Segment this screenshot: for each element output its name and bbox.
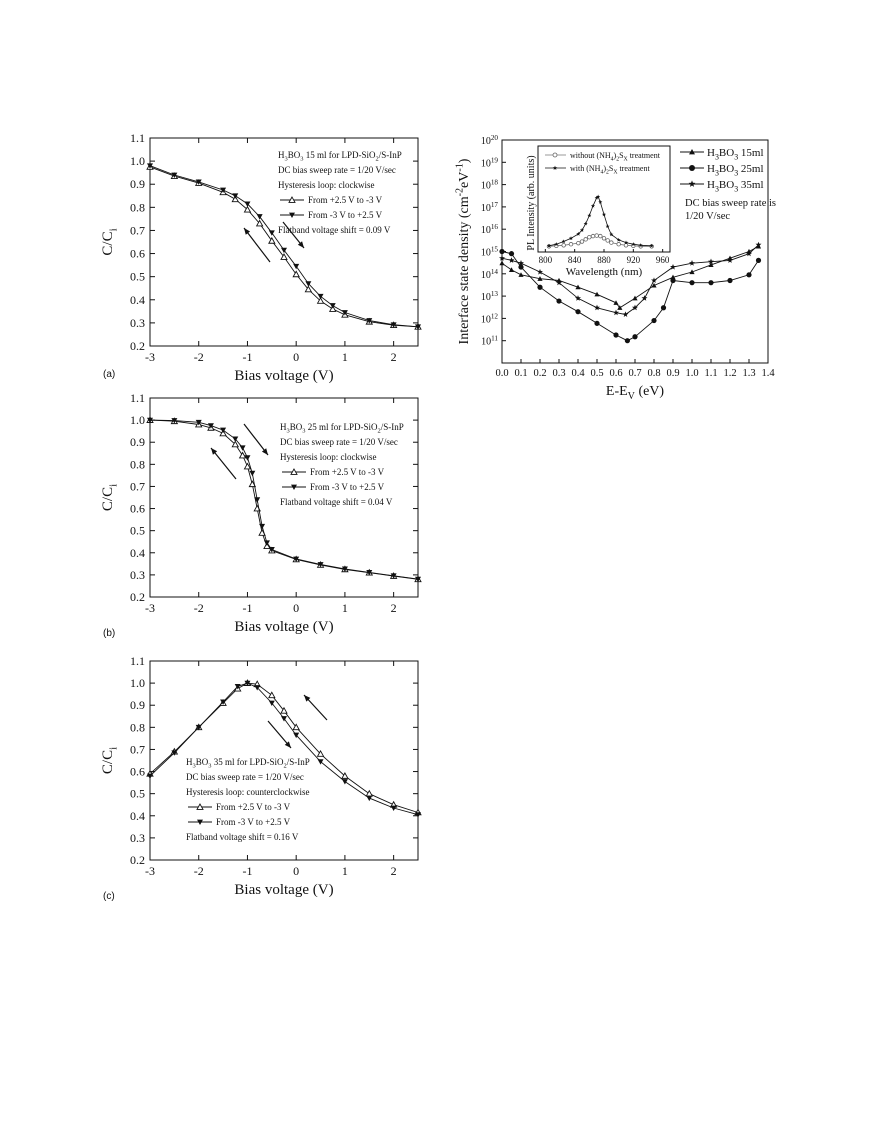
panel-label-a: (a) (103, 369, 116, 380)
data-point (259, 524, 265, 529)
data-point (727, 257, 733, 263)
x-tick-label: 0.7 (628, 368, 642, 379)
x-tick-label: 800 (538, 255, 553, 265)
data-point (569, 242, 573, 246)
data-point (606, 239, 610, 243)
data-point (591, 234, 595, 238)
y-tick-label: 1.1 (130, 131, 145, 145)
y-tick-label: 0.3 (130, 315, 145, 330)
annotation-text: DC bias sweep rate = 1/20 V/sec (280, 437, 398, 447)
y-tick-label: 0.6 (130, 246, 145, 261)
data-point (499, 249, 504, 254)
y-tick-label: 0.9 (130, 177, 145, 192)
annotation-text: Flatband voltage shift = 0.04 V (280, 497, 393, 507)
y-tick-label: 1.1 (130, 654, 145, 668)
y-axis-title: PL Intensity (arb. units) (526, 155, 537, 251)
legend-marker (689, 165, 695, 171)
data-point (240, 452, 246, 457)
y-tick-label: 0.5 (130, 269, 145, 284)
x-tick-label: 1.0 (685, 368, 699, 379)
y-tick-label: 0.3 (130, 567, 145, 582)
data-point (727, 278, 732, 283)
hysteresis-arrow (211, 448, 236, 479)
y-tick-label: 1.0 (130, 676, 145, 691)
x-tick-label: -1 (242, 864, 253, 878)
y-tick-label: 0.7 (130, 742, 145, 757)
legend-marker (553, 153, 557, 157)
y-tick-label: 0.3 (130, 830, 145, 845)
y-axis-title: $C/C_i$ (100, 746, 120, 775)
data-point (562, 244, 566, 248)
data-point (518, 272, 523, 277)
series-line (150, 167, 418, 327)
data-point (613, 300, 618, 305)
data-point (293, 264, 299, 269)
y-tick-label: 1.0 (130, 413, 145, 428)
data-point (580, 240, 584, 244)
legend-label: From -3 V to +2.5 V (310, 482, 385, 492)
data-point (537, 269, 543, 275)
data-point (689, 260, 695, 266)
x-tick-label: -2 (193, 864, 204, 878)
y-tick-label: 0.8 (130, 720, 145, 735)
legend-label: From +2.5 V to -3 V (310, 467, 385, 477)
data-point (293, 271, 299, 276)
x-tick-label: 0.5 (590, 368, 604, 379)
y-tick-label: 1.1 (130, 391, 145, 405)
data-point (594, 305, 600, 311)
x-tick-label: 1 (341, 350, 348, 364)
y-tick-label: 0.2 (130, 590, 145, 604)
pl-intensity-inset-chart (526, 146, 670, 278)
data-point (624, 244, 628, 248)
y-tick-label: 0.5 (130, 786, 145, 801)
data-point (651, 277, 657, 283)
legend-label: From -3 V to +2.5 V (216, 817, 291, 827)
x-tick-label: 0 (293, 864, 300, 878)
data-point (617, 242, 621, 246)
x-tick-label: 1.2 (723, 368, 737, 379)
y-tick-label: 0.4 (130, 292, 145, 307)
annotation-text: DC bias sweep rate = 1/20 V/sec (278, 165, 396, 175)
legend-label: $H_3BO_3$ 25ml (707, 163, 764, 178)
x-tick-label: 0.3 (552, 368, 566, 379)
data-point (602, 236, 606, 240)
data-point (689, 280, 694, 285)
y-tick-label: $10^{17}$ (480, 200, 498, 214)
x-tick-label: 0.4 (571, 368, 585, 379)
panel-a-chart (100, 131, 421, 384)
data-point (509, 267, 514, 272)
legend-label: $H_3BO_3$ 15ml (707, 147, 764, 162)
annotation-text: Flatband voltage shift = 0.16 V (186, 832, 299, 842)
y-tick-label: 0.8 (130, 457, 145, 472)
data-point (632, 296, 637, 301)
x-tick-label: 0.0 (495, 368, 509, 379)
data-point (366, 791, 372, 796)
y-tick-label: 0.4 (130, 545, 145, 560)
x-tick-label: 0.6 (609, 368, 623, 379)
x-tick-label: 1 (341, 864, 348, 878)
y-tick-label: $10^{19}$ (480, 156, 498, 170)
data-point (594, 321, 599, 326)
x-tick-label: 1.3 (742, 368, 756, 379)
x-tick-label: -2 (193, 601, 204, 615)
x-tick-label: -3 (145, 864, 155, 878)
y-tick-label: 0.7 (130, 223, 145, 238)
y-tick-label: 0.2 (130, 339, 145, 353)
legend-label: without $(NH_4)_2S_X$ treatment (570, 151, 660, 163)
x-tick-label: -3 (145, 601, 155, 615)
x-tick-label: 0.8 (647, 368, 661, 379)
x-tick-label: 840 (567, 255, 582, 265)
legend-label: From +2.5 V to -3 V (308, 195, 383, 205)
hysteresis-arrow (268, 721, 291, 748)
data-point (632, 334, 637, 339)
legend-marker (689, 180, 696, 187)
data-point (509, 257, 515, 263)
y-tick-label: $10^{11}$ (481, 334, 498, 348)
y-tick-label: $10^{16}$ (480, 223, 498, 237)
panel-label-c: (c) (103, 891, 115, 902)
data-point (584, 238, 588, 242)
data-point (342, 779, 348, 784)
y-axis-title: $C/C_i$ (100, 228, 120, 256)
hysteresis-arrow-head (244, 228, 250, 235)
y-tick-label: $10^{14}$ (480, 267, 498, 281)
x-tick-label: -1 (242, 601, 253, 615)
data-point (613, 310, 619, 316)
data-point (670, 278, 675, 283)
y-tick-label: 0.5 (130, 523, 145, 538)
x-axis-title: $E-E_V$ (eV) (605, 384, 665, 403)
data-point (610, 241, 614, 245)
annotation-text: Hysteresis loop: clockwise (278, 180, 375, 190)
x-tick-label: 0.9 (666, 368, 680, 379)
y-tick-label: 0.9 (130, 435, 145, 450)
x-tick-label: 0 (293, 601, 300, 615)
y-tick-label: 0.6 (130, 764, 145, 779)
y-axis-title: Interface state density $(cm^{-2}eV^{-1})$ (454, 158, 472, 345)
legend-label: $H_3BO_3$ 35ml (707, 179, 764, 194)
data-point (366, 796, 372, 801)
data-point (651, 318, 656, 323)
data-point (613, 332, 618, 337)
x-tick-label: 0 (293, 350, 300, 364)
x-tick-label: 2 (390, 350, 397, 364)
data-point (575, 309, 580, 314)
y-tick-label: 0.8 (130, 200, 145, 215)
annotation-text: $H_3BO_3$ 15 ml for LPD-SiO$_2$/S-InP (278, 150, 402, 163)
panel-b-chart (100, 391, 421, 635)
y-tick-label: 0.9 (130, 698, 145, 713)
hysteresis-arrow (304, 695, 327, 720)
data-point (240, 445, 246, 450)
data-point (575, 295, 581, 301)
annotation-text: $H_3BO_3$ 25 ml for LPD-SiO$_2$/S-InP (280, 422, 404, 435)
annotation-text: $H_3BO_3$ 35 ml for LPD-SiO$_2$/S-InP (186, 757, 310, 770)
x-axis-title: Wavelength (nm) (565, 266, 643, 278)
data-point (518, 264, 523, 269)
data-point (556, 298, 561, 303)
data-point (708, 280, 713, 285)
panel-c-chart (100, 654, 421, 898)
x-tick-label: 1.4 (761, 368, 775, 379)
legend-label: with $(NH_4)_2S_X$ treatment (570, 164, 650, 176)
data-point (577, 241, 581, 245)
x-axis-title: Bias voltage (V) (234, 368, 334, 384)
x-tick-label: -3 (145, 350, 155, 364)
y-tick-label: $10^{15}$ (480, 245, 498, 259)
data-point (499, 261, 504, 266)
data-point (625, 338, 630, 343)
y-tick-label: 0.2 (130, 853, 145, 867)
x-tick-label: 1.1 (704, 368, 718, 379)
y-tick-label: $10^{12}$ (480, 312, 498, 326)
y-axis-title: $C/C_i$ (100, 483, 120, 512)
x-tick-label: 0.1 (514, 368, 528, 379)
x-axis-title: Bias voltage (V) (234, 619, 334, 635)
x-tick-label: -1 (242, 350, 253, 364)
note-text: DC bias sweep rate is 1/20 V/sec (685, 198, 776, 222)
data-point (595, 234, 599, 238)
x-axis-title: Bias voltage (V) (234, 882, 334, 898)
data-point (269, 230, 275, 235)
legend-label: From +2.5 V to -3 V (216, 802, 291, 812)
data-point (269, 692, 275, 697)
x-tick-label: 1 (341, 601, 348, 615)
annotation-text: Flatband voltage shift = 0.09 V (278, 225, 391, 235)
legend-label: From -3 V to +2.5 V (308, 210, 383, 220)
y-tick-label: $10^{18}$ (480, 178, 498, 192)
x-tick-label: 960 (655, 255, 670, 265)
y-tick-label: 0.4 (130, 808, 145, 823)
hysteresis-arrow (244, 424, 268, 455)
x-tick-label: 880 (597, 255, 611, 265)
annotation-text: Hysteresis loop: clockwise (280, 452, 377, 462)
panel-label-b: (b) (103, 628, 116, 639)
y-tick-label: $10^{13}$ (480, 290, 498, 304)
x-tick-label: 920 (626, 255, 641, 265)
x-tick-label: 0.2 (533, 368, 547, 379)
data-point (588, 235, 592, 239)
x-tick-label: 2 (390, 864, 397, 878)
x-tick-label: -2 (193, 350, 204, 364)
data-point (661, 305, 666, 310)
annotation-text: Hysteresis loop: counterclockwise (186, 787, 310, 797)
data-point (746, 272, 751, 277)
data-point (599, 234, 603, 238)
data-point (756, 258, 761, 263)
data-point (509, 251, 514, 256)
x-tick-label: 2 (390, 601, 397, 615)
data-point (537, 285, 542, 290)
y-tick-label: 0.6 (130, 501, 145, 516)
y-tick-label: 0.7 (130, 479, 145, 494)
y-tick-label: 1.0 (130, 154, 145, 169)
annotation-text: DC bias sweep rate = 1/20 V/sec (186, 772, 304, 782)
data-point (269, 238, 275, 243)
y-tick-label: $10^{20}$ (480, 134, 498, 147)
data-point (623, 311, 629, 317)
